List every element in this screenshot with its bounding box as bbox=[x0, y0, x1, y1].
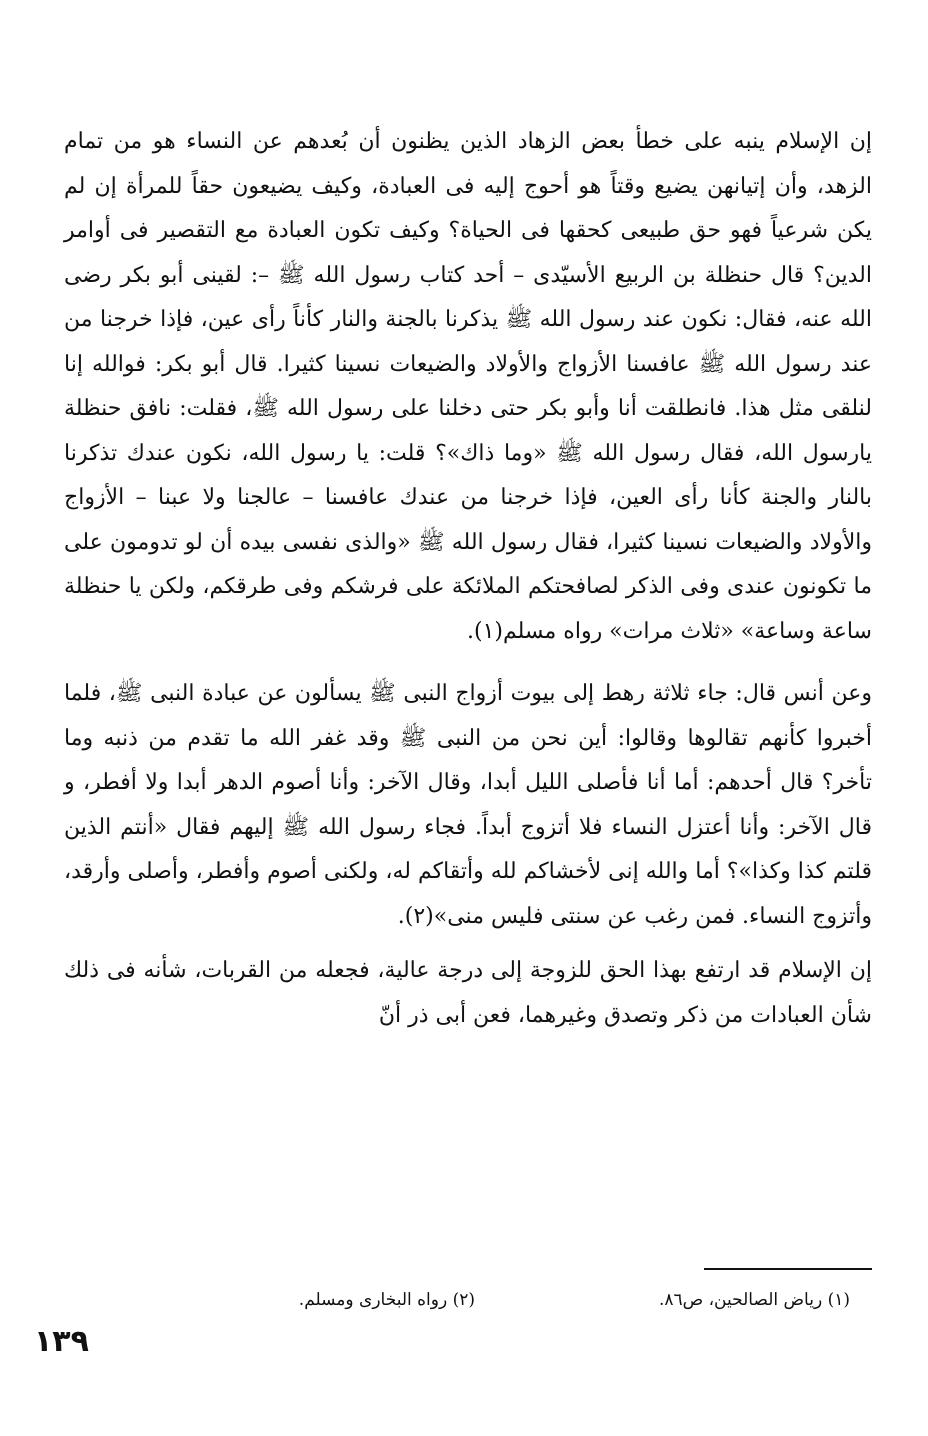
page-number: ١٣٩ bbox=[34, 1324, 89, 1359]
footnote-2: (٢) رواه البخارى ومسلم. bbox=[298, 1290, 475, 1310]
footnote-1: (١) رياض الصالحين، ص٨٦. bbox=[658, 1290, 850, 1310]
footnote-separator bbox=[704, 1268, 872, 1270]
paragraph-hanzala: إن الإسلام ينبه على خطأ بعض الزهاد الذين يظنون أن بُعدهم عن النساء هو من تمام الزهد، وأن إتيانهن يضيع وقتاً هو أحوج إليه فى العبادة، وكيف يضيعون حقاً للمرأة إن لم يكن شرعياً فهو حق طبيعى كحقها فى الحياة؟ وكيف تكون العبادة مع التقصير فى أوامر الدين؟ قال حنظلة بن الربيع الأسيّدى – أحد كتاب رسول الله ﷺ –: لقينى أبو بكر رضى الله عنه، فقال: نكون عند رسول الله ﷺ يذكرنا بالجنة والنار كأناً رأى عين، فإذا خرجنا من عند رسول الله ﷺ عافسنا الأزواج والأولاد والضيعات نسينا كثيرا. قال أبو بكر: فوالله إنا لنلقى مثل هذا. فانطلقت أنا وأبو بكر حتى دخلنا على رسول الله ﷺ، فقلت: نافق حنظلة يارسول الله، فقال رسول الله ﷺ «وما ذاك»؟ قلت: يا رسول الله، نكون عندك تذكرنا بالنار والجنة كأنا رأى العين، فإذا خرجنا من عندك عافسنا – عالجنا ولا عبنا – الأزواج والأولاد والضيعات نسينا كثيرا، فقال رسول الله ﷺ «والذى نفسى بيده أن لو تدومون على ما تكونون عندى وفى الذكر لصافحتكم الملائكة على فرشكم وفى طرقكم، ولكن يا حنظلة ساعة وساعة» «ثلاث مرات» رواه مسلم(١). bbox=[64, 129, 872, 644]
body-text bbox=[64, 120, 872, 1038]
footnotes bbox=[160, 1285, 850, 1315]
paragraph-abu-dharr: إن الإسلام قد ارتفع بهذا الحق للزوجة إلى درجة عالية، فجعله من القربات، شأنه فى ذلك شأن العبادات من ذكر وتصدق وغيرهما، فعن أبى ذر أنّ bbox=[64, 958, 872, 1028]
paragraph-anas: وعن أنس قال: جاء ثلاثة رهط إلى بيوت أزواج النبى ﷺ يسألون عن عبادة النبى ﷺ، فلما أخبروا كأنهم تقالوها وقالوا: أين نحن من النبى ﷺ وقد غفر الله ما تقدم من ذنبه وما تأخر؟ قال أحدهم: أما أنا فأصلى الليل أبدا، وقال الآخر: وأنا أصوم الدهر أبدا ولا أفطر، و قال الآخر: وأنا أعتزل النساء فلا أتزوج أبداً. فجاء رسول الله ﷺ إليهم فقال «أنتم الذين قلتم كذا وكذا»؟ أما والله إنى لأخشاكم لله وأتقاكم له، ولكنى أصوم وأفطر، وأصلى وأرقد، وأتزوج النساء. فمن رغب عن سنتى فليس منى»(٢). bbox=[64, 681, 872, 929]
